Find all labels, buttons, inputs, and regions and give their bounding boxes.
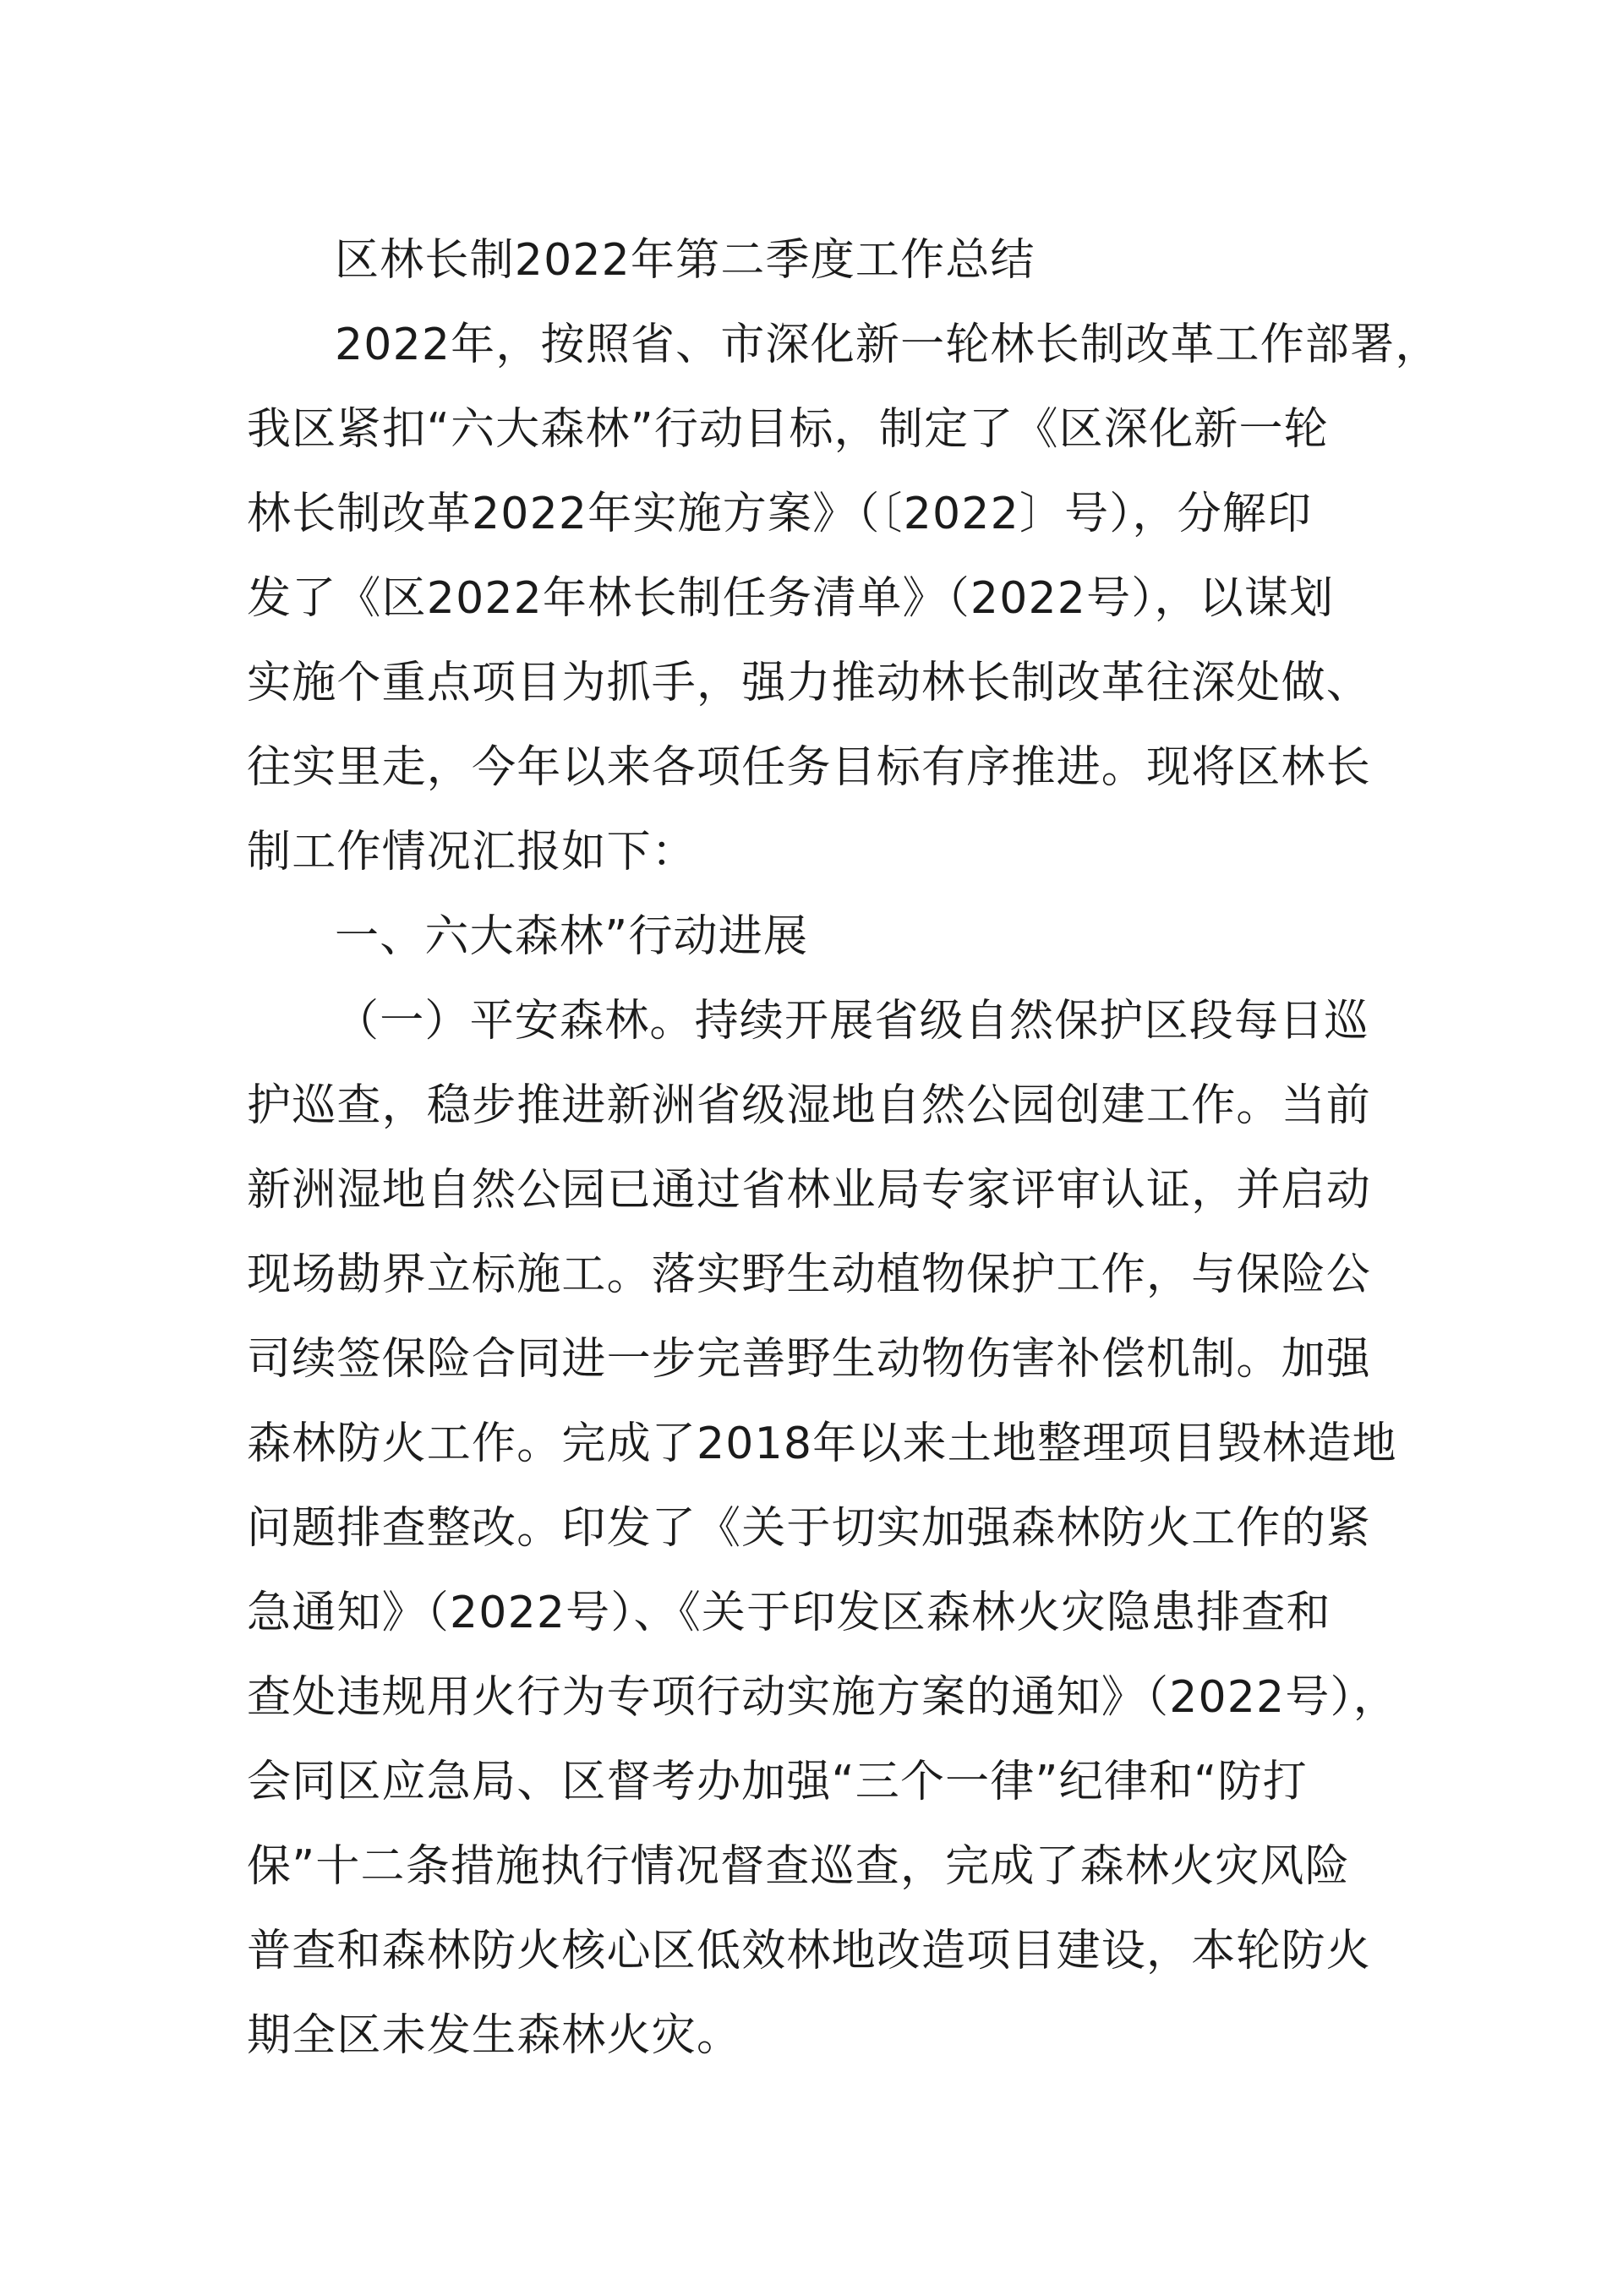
text-line: 会同区应急局、区督考办加强“三个一律”纪律和“防打 <box>247 1757 1308 1807</box>
document-body <box>247 218 1440 2078</box>
text-line: 我区紧扣“六大森林”行动目标，制定了《区深化新一轮 <box>247 404 1329 455</box>
text-line: 新洲湿地自然公园已通过省林业局专家评审认证，并启动 <box>247 1165 1372 1216</box>
text-line: 往实里走，今年以来各项任务目标有序推进。现将区林长 <box>247 742 1372 793</box>
text-line: 2022年，按照省、市深化新一轮林长制改革工作部署， <box>335 320 1440 370</box>
text-line: 查处违规用火行为专项行动实施方案的通知》（2022号）， <box>247 1672 1398 1723</box>
text-line: 期全区未发生森林火灾。 <box>247 2010 742 2061</box>
text-line: 现场勘界立标施工。落实野生动植物保护工作，与保险公 <box>247 1249 1372 1300</box>
text-line: 普查和森林防火核心区低效林地改造项目建设，本轮防火 <box>247 1926 1372 1976</box>
document-title: 区林长制2022年第二季度工作总结 <box>335 235 1036 286</box>
text-line: 司续签保险合同进一步完善野生动物伤害补偿机制。加强 <box>247 1334 1372 1385</box>
paragraph-intro <box>247 303 1440 894</box>
section-heading: 一、六大森林”行动进展 <box>335 911 809 962</box>
text-line: 保”十二条措施执行情况督查巡查，完成了森林火灾风险 <box>247 1841 1350 1892</box>
text-line: 森林防火工作。完成了2018年以来土地整理项目毁林造地 <box>247 1419 1397 1469</box>
text-line: 制工作情况汇报如下： <box>247 827 697 877</box>
text-line: （一）平安森林。持续开展省级自然保护区段每日巡 <box>335 996 1369 1047</box>
text-line: 护巡查，稳步推进新洲省级湿地自然公园创建工作。当前 <box>247 1080 1372 1131</box>
text-line: 急通知》（2022号）、《关于印发区森林火灾隐患排查和 <box>247 1588 1331 1638</box>
text-line: 实施个重点项目为抓手，强力推动林长制改革往深处做、 <box>247 658 1372 708</box>
text-line: 林长制改革2022年实施方案》（〔2022〕号），分解印 <box>247 489 1313 539</box>
text-line: 问题排查整改。印发了《关于切实加强森林防火工作的紧 <box>247 1503 1372 1554</box>
paragraph-safe-forest <box>247 979 1405 2078</box>
text-line: 发了《区2022年林长制任务清单》（2022号），以谋划 <box>247 573 1335 624</box>
